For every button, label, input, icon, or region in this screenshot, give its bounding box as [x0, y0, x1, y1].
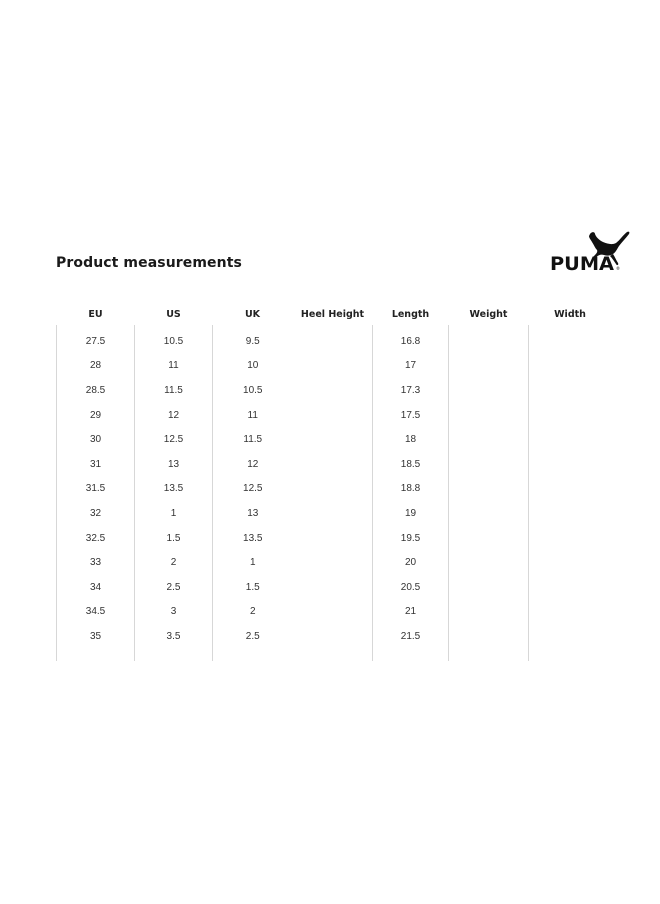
- cell-uk: 2: [213, 600, 293, 625]
- cell-length: 19.5: [373, 526, 449, 551]
- cell-us: 1.5: [135, 526, 213, 551]
- table-row: [57, 403, 612, 428]
- cell-weight: [449, 403, 529, 428]
- cell-width: [529, 325, 612, 354]
- cell-width: [529, 354, 612, 379]
- cell-us: 11.5: [135, 378, 213, 403]
- cell-heel-height: [293, 427, 373, 452]
- cell-width: [529, 624, 612, 661]
- cell-us: 2.5: [135, 575, 213, 600]
- col-header-uk: UK: [244, 308, 261, 320]
- cell-weight: [449, 477, 529, 502]
- cell-weight: [449, 600, 529, 625]
- cell-length: 21.5: [373, 624, 449, 661]
- cell-eu: 33: [57, 550, 135, 575]
- cell-us: 10.5: [135, 325, 213, 354]
- cell-uk: 1: [213, 550, 293, 575]
- table-row: [57, 452, 612, 477]
- page-title: Product measurements: [56, 255, 242, 271]
- cell-heel-height: [293, 378, 373, 403]
- cell-width: [529, 403, 612, 428]
- cell-length: 20.5: [373, 575, 449, 600]
- cell-uk: 10.5: [213, 378, 293, 403]
- table-row: [57, 550, 612, 575]
- table-body: [57, 325, 612, 661]
- cell-weight: [449, 575, 529, 600]
- cell-uk: 10: [213, 354, 293, 379]
- table-row: [57, 427, 612, 452]
- cell-us: 12.5: [135, 427, 213, 452]
- size-table: [56, 303, 612, 661]
- cell-weight: [449, 325, 529, 354]
- col-header-us: US: [166, 308, 181, 320]
- cell-length: 21: [373, 600, 449, 625]
- puma-logo: [549, 228, 631, 274]
- cell-uk: 11.5: [213, 427, 293, 452]
- puma-wordmark: PUMA: [550, 253, 615, 274]
- table-row: [57, 325, 612, 354]
- cell-eu: 32: [57, 501, 135, 526]
- cell-weight: [449, 526, 529, 551]
- cell-eu: 28.5: [57, 378, 135, 403]
- cell-us: 1: [135, 501, 213, 526]
- cell-uk: 13.5: [213, 526, 293, 551]
- cell-uk: 9.5: [213, 325, 293, 354]
- cell-length: 18.5: [373, 452, 449, 477]
- table-row: [57, 624, 612, 661]
- table-row: [57, 354, 612, 379]
- cell-heel-height: [293, 550, 373, 575]
- cell-uk: 2.5: [213, 624, 293, 661]
- col-header-width: Width: [554, 308, 586, 320]
- table-row: [57, 477, 612, 502]
- cell-weight: [449, 624, 529, 661]
- cell-uk: 12: [213, 452, 293, 477]
- cell-eu: 32.5: [57, 526, 135, 551]
- cell-heel-height: [293, 354, 373, 379]
- cell-eu: 31.5: [57, 477, 135, 502]
- table-row: [57, 600, 612, 625]
- cell-length: 18.8: [373, 477, 449, 502]
- cell-length: 19: [373, 501, 449, 526]
- cell-weight: [449, 354, 529, 379]
- cell-uk: 1.5: [213, 575, 293, 600]
- cell-heel-height: [293, 624, 373, 661]
- cell-width: [529, 477, 612, 502]
- cell-width: [529, 550, 612, 575]
- cell-weight: [449, 501, 529, 526]
- registered-mark: ®: [616, 266, 620, 271]
- cell-weight: [449, 452, 529, 477]
- cell-length: 20: [373, 550, 449, 575]
- cell-heel-height: [293, 600, 373, 625]
- cell-us: 13: [135, 452, 213, 477]
- table-row: [57, 526, 612, 551]
- cell-length: 17.5: [373, 403, 449, 428]
- cell-uk: 11: [213, 403, 293, 428]
- cell-uk: 12.5: [213, 477, 293, 502]
- table-row: [57, 575, 612, 600]
- cell-eu: 34.5: [57, 600, 135, 625]
- cell-length: 17: [373, 354, 449, 379]
- cell-uk: 13: [213, 501, 293, 526]
- cell-width: [529, 575, 612, 600]
- table-header-row: [57, 303, 612, 325]
- cell-eu: 35: [57, 624, 135, 661]
- cell-width: [529, 427, 612, 452]
- cell-weight: [449, 550, 529, 575]
- table-row: [57, 501, 612, 526]
- cell-us: 12: [135, 403, 213, 428]
- cell-heel-height: [293, 325, 373, 354]
- cell-eu: 29: [57, 403, 135, 428]
- cell-heel-height: [293, 452, 373, 477]
- cell-weight: [449, 378, 529, 403]
- cell-eu: 31: [57, 452, 135, 477]
- cell-width: [529, 378, 612, 403]
- cell-length: 16.8: [373, 325, 449, 354]
- cell-heel-height: [293, 403, 373, 428]
- cell-us: 11: [135, 354, 213, 379]
- cell-width: [529, 526, 612, 551]
- col-header-eu: EU: [88, 308, 103, 320]
- cell-heel-height: [293, 526, 373, 551]
- cell-width: [529, 600, 612, 625]
- cell-width: [529, 452, 612, 477]
- cell-us: 13.5: [135, 477, 213, 502]
- cell-us: 3: [135, 600, 213, 625]
- col-header-weight: Weight: [469, 308, 508, 320]
- cell-weight: [449, 427, 529, 452]
- cell-eu: 28: [57, 354, 135, 379]
- cell-eu: 27.5: [57, 325, 135, 354]
- cell-heel-height: [293, 477, 373, 502]
- cell-heel-height: [293, 575, 373, 600]
- cell-heel-height: [293, 501, 373, 526]
- cell-eu: 30: [57, 427, 135, 452]
- cell-length: 17.3: [373, 378, 449, 403]
- cell-us: 2: [135, 550, 213, 575]
- cell-length: 18: [373, 427, 449, 452]
- puma-cat-icon: [549, 228, 631, 274]
- table-row: [57, 378, 612, 403]
- cell-us: 3.5: [135, 624, 213, 661]
- cell-width: [529, 501, 612, 526]
- col-header-heel-height: Heel Height: [300, 308, 365, 320]
- cell-eu: 34: [57, 575, 135, 600]
- col-header-length: Length: [391, 308, 430, 320]
